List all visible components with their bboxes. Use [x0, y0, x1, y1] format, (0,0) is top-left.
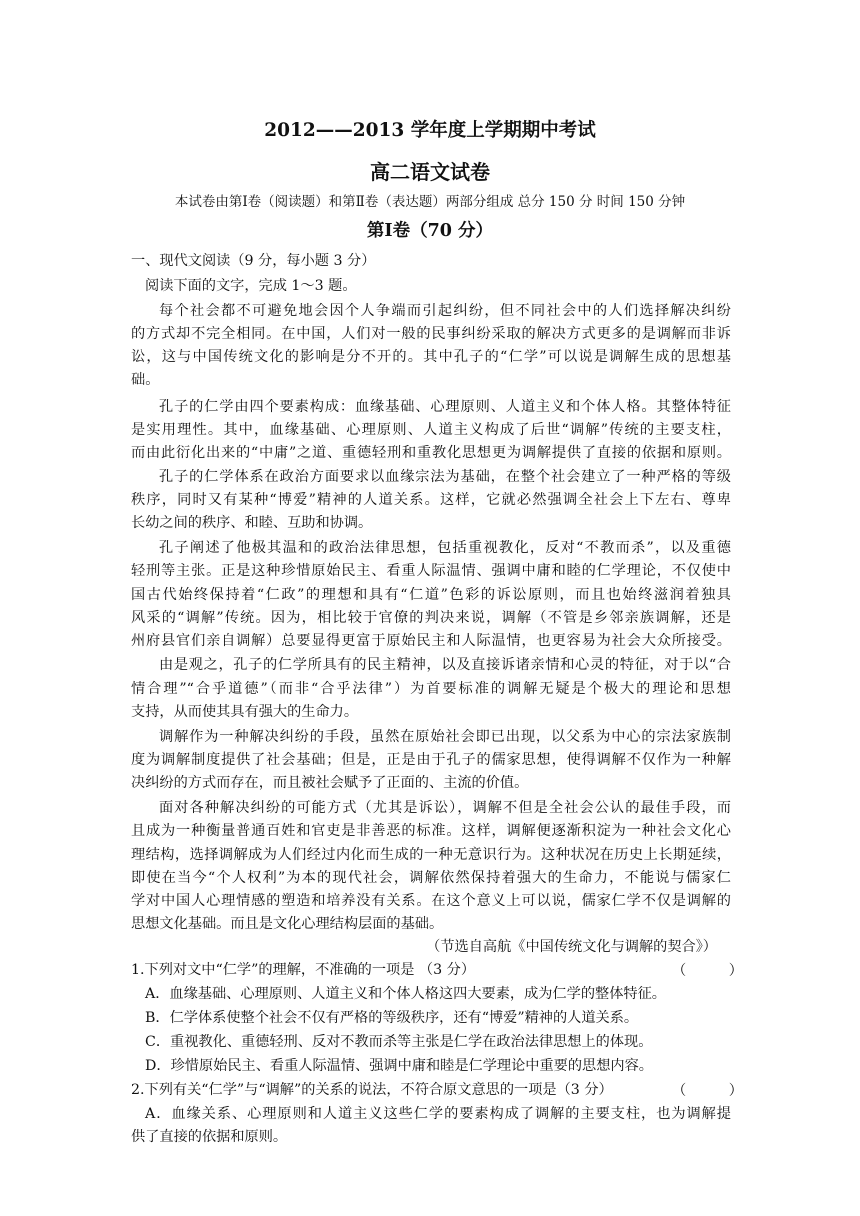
question-2-option-a: A．血缘关系、心理原则和人道主义这些仁学的要素构成了调解的主要支柱，也为调解提 — [145, 1106, 731, 1122]
passage-line: 风采的“调解”传统。因为，相比较于官僚的判决来说，调解（不管是乡邻亲族调解，还是 — [131, 610, 731, 626]
passage-line: 讼，这与中国传统文化的影响是分不开的。其中孔子的“仁学”可以说是调解生成的思想基 — [131, 349, 731, 365]
question-1-option-d: D．珍惜原始民主、看重人际温情、强调中庸和睦是仁学理论中重要的思想内容。 — [145, 1058, 653, 1074]
passage-line: 由是观之，孔子的仁学所具有的民主精神，以及直接诉诸亲情和心灵的特征，对于以“合 — [159, 657, 731, 673]
part-1-title: 第Ⅰ卷（70 分） — [366, 221, 494, 241]
passage-line: 决纠纷的方式而存在，而且被社会赋予了正面的、主流的价值。 — [131, 775, 529, 791]
passage-line: 每个社会都不可避免地会因个人争端而引起纠纷，但不同社会中的人们选择解决纠纷 — [159, 303, 731, 319]
passage-line: 孔子阐述了他极其温和的政治法律思想，包括重视教化，反对“不教而杀”，以及重德 — [159, 540, 731, 556]
passage-line: 国古代始终保持着“仁政”的理想和具有“仁道”色彩的诉讼原则，而且也始终滋润着独具 — [131, 587, 731, 603]
question-2-option-a-cont: 供了直接的依据和原则。 — [131, 1129, 288, 1145]
passage-line: 思想文化基础。而且是文化心理结构层面的基础。 — [131, 916, 444, 932]
passage-line: 是实用理性。其中，血缘基础、心理原则、人道主义构成了后世“调解”传统的主要支柱， — [131, 422, 731, 438]
question-1-stem: 1.下列对文中“仁学”的理解，不准确的一项是 （3 分） — [131, 962, 476, 978]
section-instruction: 阅读下面的文字，完成 1～3 题。 — [145, 278, 357, 294]
passage-line: 学对中国人心理情感的塑造和培养没有关系。在这个意义上可以说，儒家仁学不仅是调解的 — [131, 893, 731, 909]
passage-line: 秩序，同时又有某种“博爱”精神的人道关系。这样，它就必然强调全社会上下左右、尊卑 — [131, 492, 731, 508]
passage-line: 轻刑等主张。正是这种珍惜原始民主、看重人际温情、强调中庸和睦的仁学理论，不仅使中 — [131, 563, 731, 579]
passage-line: 长幼之间的秩序、和睦、互助和协调。 — [131, 515, 373, 531]
question-1-option-c: C．重视教化、重德轻刑、反对不教而杀等主张是仁学在政治法律思想上的体现。 — [145, 1034, 653, 1050]
passage-line: 支持，从而使其具有强大的生命力。 — [131, 704, 359, 720]
passage-line: 面对各种解决纠纷的可能方式（尤其是诉讼），调解不但是全社会公认的最佳手段，而 — [159, 800, 731, 816]
passage-line: 即使在当今“个人权利”为本的现代社会，调解依然保持着强大的生命力，不能说与儒家仁 — [131, 870, 731, 886]
question-2-stem: 2.下列有关“仁学”与“调解”的关系的说法，不符合原文意思的一项是（3 分） — [131, 1082, 613, 1098]
passage-line: 孔子的仁学体系在政治方面要求以血缘宗法为基础，在整个社会建立了一种严格的等级 — [159, 469, 731, 485]
passage-line: 理结构，选择调解成为人们经过内化而生成的一种无意识行为。这种状况在历史上长期延续， — [131, 847, 731, 863]
passage-line: 州府县官们亲自调解）总要显得更富于原始民主和人际温情，也更容易为社会大众所接受。 — [131, 633, 731, 649]
exam-intro: 本试卷由第Ⅰ卷（阅读题）和第Ⅱ卷（表达题）两部分组成 总分 150 分 时间 150 分钟 — [174, 194, 686, 210]
question-1-option-a: A．血缘基础、心理原则、人道主义和个体人格这四大要素，成为仁学的整体特征。 — [145, 986, 666, 1002]
passage-line: 而由此衍化出来的“中庸”之道、重德轻刑和重教化思想更为调解提供了直接的依据和原则。 — [131, 445, 731, 461]
passage-line: 孔子的仁学由四个要素构成：血缘基础、心理原则、人道主义和个体人格。其整体特征 — [159, 399, 731, 415]
answer-bracket: （ ） — [672, 963, 743, 979]
passage-line: 础。 — [131, 372, 160, 388]
exam-title: 2012——2013 学年度上学期期中考试 — [264, 120, 596, 141]
passage-line: 的方式却不完全相同。在中国，人们对一般的民事纠纷采取的解决方式更多的是调解而非诉 — [131, 326, 731, 342]
passage-source: （节选自高航《中国传统文化与调解的契合》） — [426, 939, 717, 955]
exam-subtitle: 高二语文试卷 — [370, 160, 490, 184]
passage-line: 情合理”“合乎道德”（而非“合乎法律”）为首要标准的调解无疑是个极大的理论和思想 — [131, 681, 731, 697]
passage-line: 且成为一种衡量普通百姓和官吏是非善恶的标准。这样，调解便逐渐积淀为一种社会文化心 — [131, 823, 731, 839]
answer-bracket: （ ） — [672, 1083, 743, 1099]
passage-line: 调解作为一种解决纠纷的手段，虽然在原始社会即已出现，以父系为中心的宗法家族制 — [159, 729, 731, 745]
section-heading: 一、现代文阅读（9 分，每小题 3 分） — [131, 253, 376, 269]
passage-line: 度为调解制度提供了社会基础；但是，正是由于孔子的儒家思想，使得调解不仅作为一种解 — [131, 752, 731, 768]
question-1-option-b: B．仁学体系使整个社会不仅有严格的等级秩序，还有“博爱”精神的人道关系。 — [145, 1010, 639, 1026]
